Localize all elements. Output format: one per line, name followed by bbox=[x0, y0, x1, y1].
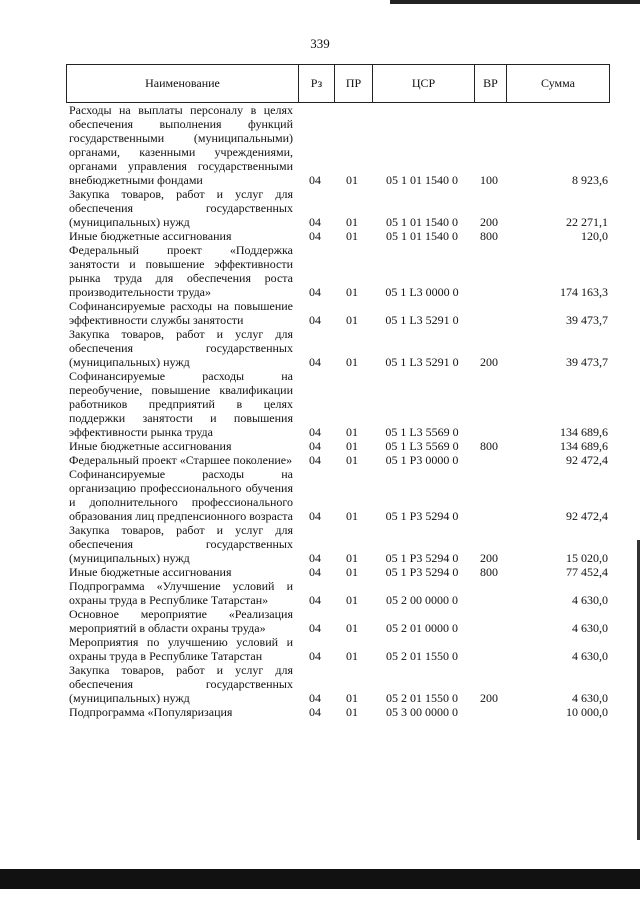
row-rz: 04 bbox=[309, 439, 321, 453]
row-sum: 134 689,6 bbox=[560, 425, 608, 439]
table-row bbox=[66, 635, 610, 663]
table-body bbox=[66, 103, 610, 719]
row-vr: 800 bbox=[480, 439, 498, 453]
row-sum: 92 472,4 bbox=[566, 453, 608, 467]
row-pr: 01 bbox=[346, 439, 358, 453]
row-csr: 05 1 P3 5294 0 bbox=[385, 509, 459, 523]
row-rz: 04 bbox=[309, 453, 321, 467]
table-row bbox=[66, 453, 610, 467]
row-csr: 05 1 P3 5294 0 bbox=[385, 551, 459, 565]
row-rz: 04 bbox=[309, 649, 321, 663]
row-pr: 01 bbox=[346, 229, 358, 243]
row-vr: 100 bbox=[480, 173, 498, 187]
row-sum: 174 163,3 bbox=[560, 285, 608, 299]
row-rz: 04 bbox=[309, 355, 321, 369]
row-name: Софинансируемые расходы на переобучение, повышение квалификации работников предприятий в целях поддержки занятости и повышения эффективности рынка труда bbox=[69, 369, 293, 439]
header-pr: ПР bbox=[334, 65, 372, 102]
row-rz: 04 bbox=[309, 621, 321, 635]
row-pr: 01 bbox=[346, 551, 358, 565]
budget-table bbox=[66, 64, 610, 719]
row-sum: 4 630,0 bbox=[572, 649, 608, 663]
row-rz: 04 bbox=[309, 705, 321, 719]
row-vr: 200 bbox=[480, 551, 498, 565]
row-name: Расходы на выплаты персоналу в целях обеспечения выполнения функций государственными (муниципальными) органами, казенными учреждениями, органами управления государственными внебюджетными фондами bbox=[69, 103, 293, 187]
header-rz: Рз bbox=[298, 65, 334, 102]
row-pr: 01 bbox=[346, 355, 358, 369]
row-pr: 01 bbox=[346, 215, 358, 229]
row-sum: 15 020,0 bbox=[566, 551, 608, 565]
row-vr: 800 bbox=[480, 565, 498, 579]
row-name: Закупка товаров, работ и услуг для обеспечения государственных (муниципальных) нужд bbox=[69, 327, 293, 369]
scan-margin-bottom bbox=[0, 889, 640, 905]
row-rz: 04 bbox=[309, 285, 321, 299]
table-row bbox=[66, 299, 610, 327]
table-header bbox=[66, 64, 610, 103]
row-name: Мероприятия по улучшению условий и охраны труда в Республике Татарстан bbox=[69, 635, 293, 663]
row-sum: 39 473,7 bbox=[566, 355, 608, 369]
row-sum: 4 630,0 bbox=[572, 691, 608, 705]
row-pr: 01 bbox=[346, 453, 358, 467]
row-name: Подпрограмма «Популяризация bbox=[69, 705, 233, 719]
row-rz: 04 bbox=[309, 509, 321, 523]
row-name: Подпрограмма «Улучшение условий и охраны труда в Республике Татарстан» bbox=[69, 579, 293, 607]
row-sum: 10 000,0 bbox=[566, 705, 608, 719]
page-number: 339 bbox=[310, 36, 330, 51]
row-csr: 05 1 L3 0000 0 bbox=[385, 285, 459, 299]
row-sum: 4 630,0 bbox=[572, 621, 608, 635]
row-sum: 8 923,6 bbox=[572, 173, 608, 187]
row-pr: 01 bbox=[346, 691, 358, 705]
table-row bbox=[66, 327, 610, 369]
table-row bbox=[66, 243, 610, 299]
row-rz: 04 bbox=[309, 551, 321, 565]
row-name: Федеральный проект «Поддержка занятости и повышение эффективности рынка труда для обеспечения роста производительности труда» bbox=[69, 243, 293, 299]
table-row bbox=[66, 369, 610, 439]
row-csr: 05 1 L3 5569 0 bbox=[385, 425, 459, 439]
row-pr: 01 bbox=[346, 621, 358, 635]
row-name: Федеральный проект «Старшее поколение» bbox=[69, 453, 293, 467]
row-sum: 39 473,7 bbox=[566, 313, 608, 327]
table-row bbox=[66, 579, 610, 607]
row-rz: 04 bbox=[309, 229, 321, 243]
row-sum: 134 689,6 bbox=[560, 439, 608, 453]
row-pr: 01 bbox=[346, 649, 358, 663]
table-row bbox=[66, 565, 610, 579]
header-sum: Сумма bbox=[506, 65, 609, 102]
table-row bbox=[66, 607, 610, 635]
row-name: Основное мероприятие «Реализация мероприятий в области охраны труда» bbox=[69, 607, 293, 635]
row-rz: 04 bbox=[309, 593, 321, 607]
row-name: Иные бюджетные ассигнования bbox=[69, 439, 232, 453]
row-name: Иные бюджетные ассигнования bbox=[69, 565, 232, 579]
row-name: Закупка товаров, работ и услуг для обеспечения государственных (муниципальных) нужд bbox=[69, 663, 293, 705]
row-pr: 01 bbox=[346, 173, 358, 187]
row-rz: 04 bbox=[309, 425, 321, 439]
row-csr: 05 1 01 1540 0 bbox=[386, 215, 458, 229]
row-csr: 05 2 00 0000 0 bbox=[386, 593, 458, 607]
scan-edge-bottom bbox=[0, 869, 640, 889]
row-vr: 200 bbox=[480, 355, 498, 369]
table-row bbox=[66, 523, 610, 565]
row-csr: 05 2 01 1550 0 bbox=[386, 649, 458, 663]
row-name: Закупка товаров, работ и услуг для обеспечения государственных (муниципальных) нужд bbox=[69, 523, 293, 565]
row-pr: 01 bbox=[346, 705, 358, 719]
row-pr: 01 bbox=[346, 425, 358, 439]
header-name: Наименование bbox=[145, 76, 220, 90]
row-name: Иные бюджетные ассигнования bbox=[69, 229, 232, 243]
row-rz: 04 bbox=[309, 565, 321, 579]
row-sum: 77 452,4 bbox=[566, 565, 608, 579]
row-pr: 01 bbox=[346, 285, 358, 299]
table-row bbox=[66, 103, 610, 187]
row-csr: 05 1 L3 5291 0 bbox=[385, 313, 459, 327]
row-sum: 120,0 bbox=[581, 229, 608, 243]
row-rz: 04 bbox=[309, 215, 321, 229]
row-csr: 05 1 L3 5569 0 bbox=[385, 439, 459, 453]
row-vr: 200 bbox=[480, 215, 498, 229]
row-csr: 05 1 01 1540 0 bbox=[386, 173, 458, 187]
row-name: Закупка товаров, работ и услуг для обеспечения государственных (муниципальных) нужд bbox=[69, 187, 293, 229]
row-sum: 4 630,0 bbox=[572, 593, 608, 607]
row-sum: 92 472,4 bbox=[566, 509, 608, 523]
table-row bbox=[66, 663, 610, 705]
row-csr: 05 1 P3 0000 0 bbox=[385, 453, 459, 467]
row-name: Софинансируемые расходы на организацию профессионального обучения и дополнительного профессионального образования лиц предпенсионного возраста bbox=[69, 467, 293, 523]
row-pr: 01 bbox=[346, 509, 358, 523]
row-vr: 800 bbox=[480, 229, 498, 243]
table-row bbox=[66, 187, 610, 229]
row-pr: 01 bbox=[346, 565, 358, 579]
row-csr: 05 1 01 1540 0 bbox=[386, 229, 458, 243]
header-vr: ВР bbox=[474, 65, 506, 102]
row-pr: 01 bbox=[346, 313, 358, 327]
row-csr: 05 2 01 0000 0 bbox=[386, 621, 458, 635]
row-vr: 200 bbox=[480, 691, 498, 705]
row-csr: 05 2 01 1550 0 bbox=[386, 691, 458, 705]
row-rz: 04 bbox=[309, 173, 321, 187]
table-row bbox=[66, 229, 610, 243]
row-rz: 04 bbox=[309, 691, 321, 705]
scan-edge-top bbox=[390, 0, 640, 4]
header-csr: ЦСР bbox=[372, 65, 474, 102]
row-csr: 05 1 L3 5291 0 bbox=[385, 355, 459, 369]
row-csr: 05 1 P3 5294 0 bbox=[385, 565, 459, 579]
row-csr: 05 3 00 0000 0 bbox=[386, 705, 458, 719]
row-name: Софинансируемые расходы на повышение эффективности службы занятости bbox=[69, 299, 293, 327]
row-rz: 04 bbox=[309, 313, 321, 327]
row-pr: 01 bbox=[346, 593, 358, 607]
table-row bbox=[66, 439, 610, 453]
table-row bbox=[66, 705, 610, 719]
table-row bbox=[66, 467, 610, 523]
row-sum: 22 271,1 bbox=[566, 215, 608, 229]
